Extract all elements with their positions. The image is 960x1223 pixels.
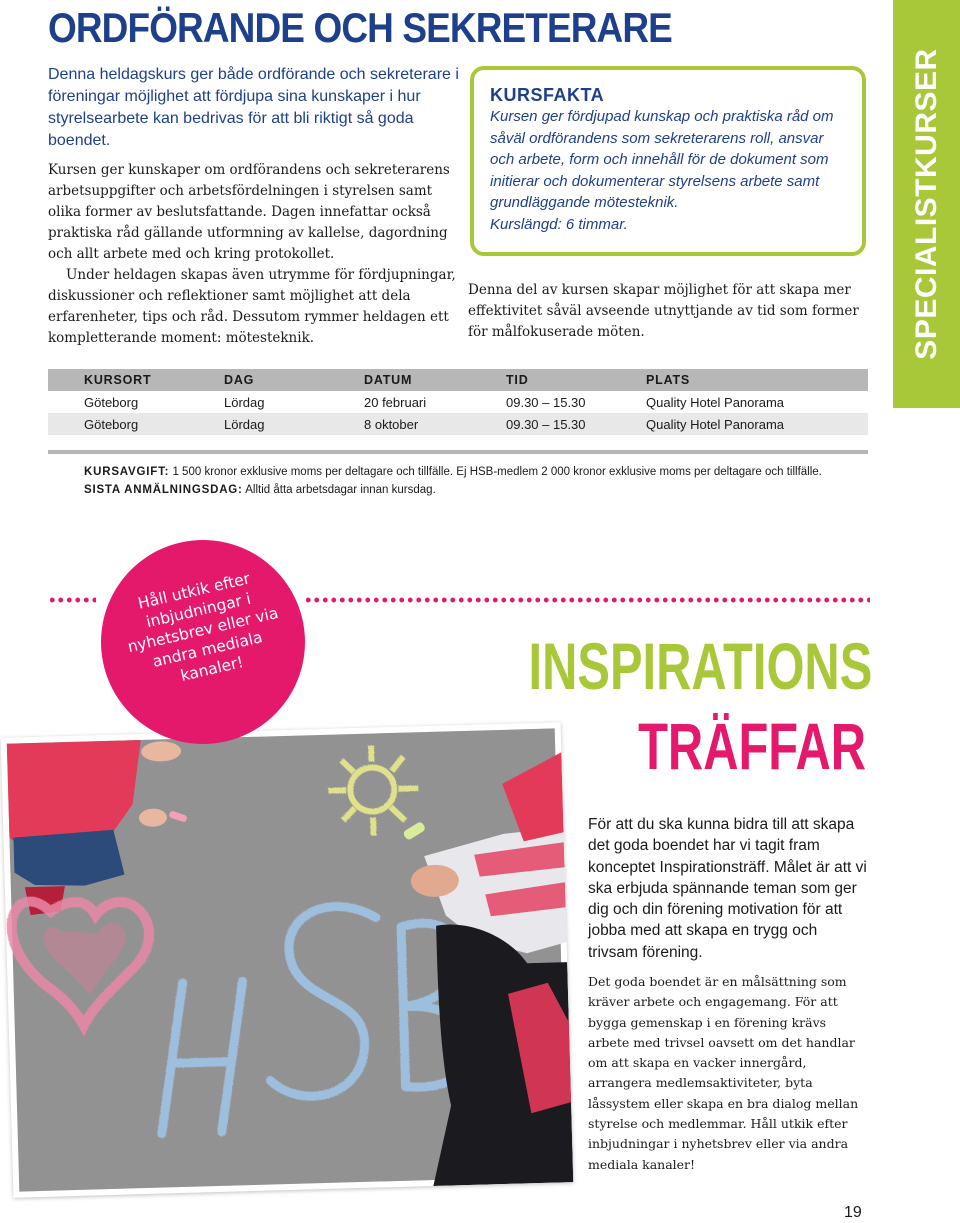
table-cell: 8 oktober bbox=[364, 416, 419, 432]
dotted-divider bbox=[48, 596, 96, 604]
page-number: 19 bbox=[844, 1204, 862, 1221]
inspiration-lead: För att du ska kunna bidra till att skapa det goda boendet har vi tagit fram konceptet Inspirationsträff. Målet är att vi ska erbjuda spännande teman som ger dig och din förening motivation för att jobba med att skapa en trygg och trivsam förening. bbox=[588, 816, 867, 961]
course-description bbox=[48, 160, 468, 349]
inspiration-body: Det goda boendet är en målsättning som kräver arbete och engagemang. För att bygga gemenskap i en förening krävs arbete med trivsel oavsett om det handlar om att skapa en vacker innergård, arrangera medlemsaktiviteter, byta låssystem eller skapa en bra dialog mellan styrelse och medlemmar. Håll utkik efter inbjudningar i nyhetsbrev eller via andra mediala kanaler! bbox=[588, 974, 859, 1172]
column-header: KURSORT bbox=[84, 373, 152, 387]
deadline-label: SISTA ANMÄLNINGSDAG: bbox=[84, 484, 243, 496]
description-paragraph: Kursen ger kunskaper om ordförandens och sekreterarens arbetsuppgifter och arbetsfördelningen i styrelsen samt olika former av beslutsfattande. Dagen innefattar också praktiska råd gällande utformning av kallelse, dagordning och allt arbete med och kring protokollet. bbox=[48, 162, 450, 262]
kursfakta-box bbox=[470, 66, 866, 256]
table-row bbox=[48, 391, 868, 413]
column-header: DAG bbox=[224, 373, 255, 387]
table-cell: 20 februari bbox=[364, 394, 427, 410]
table-cell: Göteborg bbox=[84, 416, 139, 432]
chalk-drawing-photo bbox=[1, 722, 574, 1197]
inspiration-heading-line1: INSPIRATIONS bbox=[528, 629, 873, 703]
deadline-text: Alltid åtta arbetsdagar innan kursdag. bbox=[245, 484, 436, 496]
course-description-2 bbox=[468, 280, 868, 343]
table-cell: Lördag bbox=[224, 394, 265, 410]
bubble-text: Håll utkik efter inbjudningar i nyhetsbrev eller via andra mediala kanaler! bbox=[125, 569, 281, 685]
course-fee bbox=[84, 463, 868, 481]
intro-text: Denna heldagskurs ger både ordförande och sekreterare i föreningar möjlighet att fördjupa sina kunskaper i hur styrelsearbete kan bedrivas för att bli riktigt så goda boendet. bbox=[48, 66, 459, 149]
registration-deadline bbox=[84, 481, 868, 499]
column-header: PLATS bbox=[646, 373, 691, 387]
fee-text: 1 500 kronor exklusive moms per deltagare och tillfälle. Ej HSB-medlem 2 000 kronor exklusive moms per deltagare och tillfälle. bbox=[172, 466, 822, 478]
table-row bbox=[48, 413, 868, 435]
table-cell: Quality Hotel Panorama bbox=[646, 394, 785, 410]
column-header: DATUM bbox=[364, 373, 413, 387]
kursfakta-text: Kursen ger fördjupad kunskap och praktiska råd om såväl ordförandens som sekreterarens roll, ansvar och arbete, form och innehåll för de dokument som initierar och dokumenterar styrelsens arbete samt grundläggande mötesteknik. bbox=[490, 108, 834, 211]
table-cell: Quality Hotel Panorama bbox=[646, 416, 785, 432]
fee-info bbox=[48, 450, 868, 499]
description-paragraph: Denna del av kursen skapar möjlighet för att skapa mer effektivitet såväl avseende utnyttjande av tid som former för målfokuserade möten. bbox=[468, 282, 859, 340]
table-cell: Göteborg bbox=[84, 394, 139, 410]
course-length: Kurslängd: 6 timmar. bbox=[490, 215, 628, 233]
table-cell: 09.30 – 15.30 bbox=[506, 394, 586, 410]
page-title: ORDFÖRANDE OCH SEKRETERARE bbox=[48, 4, 672, 51]
table-cell: Lördag bbox=[224, 416, 265, 432]
inspiration-heading-line2: TRÄFFAR bbox=[638, 709, 866, 783]
sidebar-label: SPECIALISTKURSER bbox=[909, 48, 943, 360]
description-paragraph: Under heldagen skapas även utrymme för fördjupningar, diskussioner och reflektioner samt möjlighet att dela erfarenheter, tips och råd. Dessutom rymmer heldagen ett kompletterande moment: mötesteknik. bbox=[48, 267, 456, 346]
dotted-divider bbox=[304, 596, 870, 604]
photo-illustration bbox=[1, 722, 574, 1197]
column-header: TID bbox=[506, 373, 529, 387]
table-cell: 09.30 – 15.30 bbox=[506, 416, 586, 432]
fee-label: KURSAVGIFT: bbox=[84, 466, 170, 478]
notice-bubble bbox=[101, 540, 305, 744]
table-header bbox=[48, 369, 868, 391]
kursfakta-heading: KURSFAKTA bbox=[490, 85, 605, 105]
section-sidebar bbox=[893, 0, 960, 408]
schedule-table bbox=[48, 369, 868, 435]
